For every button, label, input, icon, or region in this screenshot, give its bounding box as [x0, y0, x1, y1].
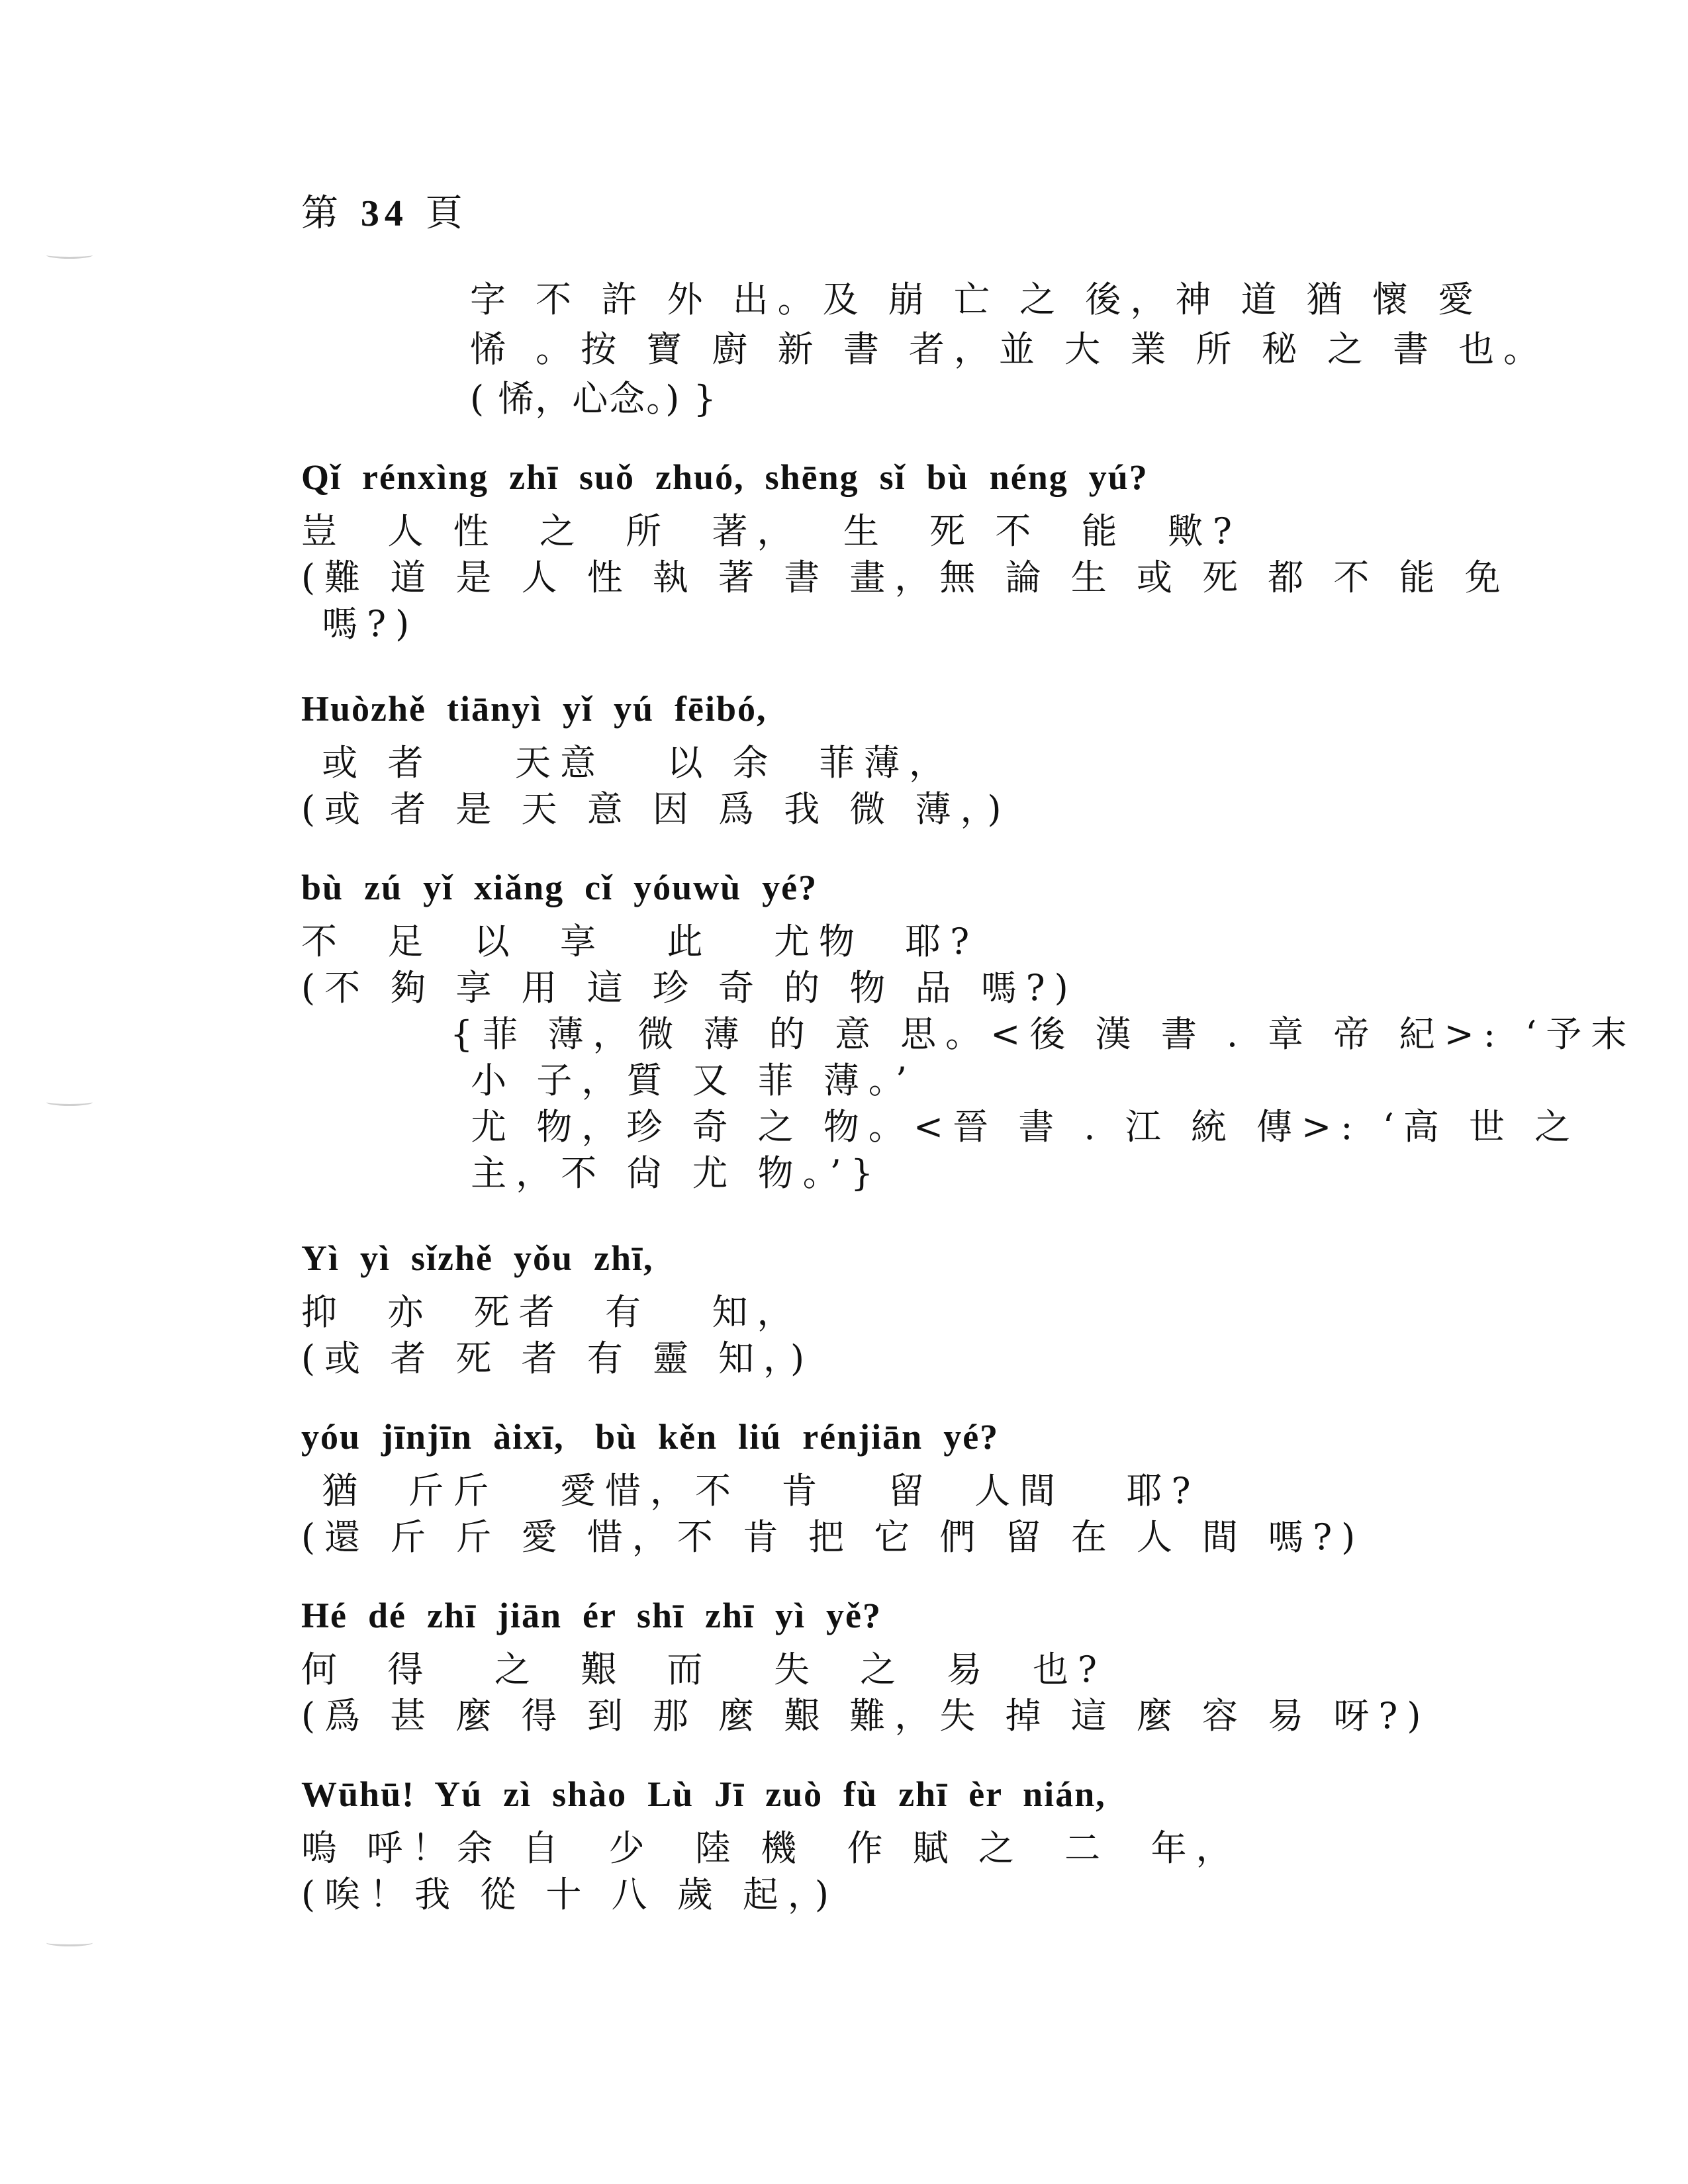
gloss-line: (難 道 是 人 性 執 著 書 畫，無 論 生 或 死 都 不 能 免 — [301, 557, 1510, 598]
pinyin-line: Yì yì sǐzhě yǒu zhī, — [301, 1238, 654, 1278]
hanzi-line: 抑 亦 死者 有 知， — [301, 1291, 802, 1333]
hanzi-line: 嗚 呼！余 自 少 陸 機 作 賦 之 二 年， — [301, 1827, 1241, 1869]
gloss-line: 嗎?) — [301, 603, 419, 645]
header-prefix: 第 — [301, 192, 344, 235]
pinyin-line: bù zú yǐ xiǎng cǐ yóuwù yé? — [301, 868, 818, 907]
intro-line: 字 不 許 外 出。及 崩 亡 之 後，神 道 猶 懷 愛 — [470, 279, 1483, 320]
annotation-line: 主，不 尙 尤 物。’} — [450, 1152, 883, 1194]
gloss-line: (還 斤 斤 愛 惜，不 肯 把 它 們 留 在 人 間 嗎?) — [301, 1516, 1365, 1558]
hanzi-line: 或 者 天意 以 余 菲薄， — [301, 742, 954, 784]
gloss-line: (或 者 是 天 意 因 爲 我 微 薄，) — [301, 788, 1011, 830]
punch-hole-mark — [46, 1939, 93, 1946]
annotation-line: {菲 薄，微 薄 的 意 思。<後 漢 書 . 章 帝 紀>: ‘予末 — [450, 1013, 1636, 1055]
annotation-line: 小 子，質 又 菲 薄。’ — [450, 1060, 916, 1101]
hanzi-line: 豈 人 性 之 所 著， 生 死 不 能 歟? — [301, 510, 1241, 552]
header-page-number: 34 — [360, 193, 408, 234]
intro-line: 悕 。按 寶 廚 新 書 者，並 大 業 所 秘 之 書 也。 — [470, 328, 1549, 370]
hanzi-line: 何 得 之 艱 而 失 之 易 也? — [301, 1649, 1106, 1690]
intro-line: ( 悕，心念。) } — [470, 378, 718, 420]
page-number-header — [301, 184, 468, 237]
gloss-line: (或 者 死 者 有 靈 知，) — [301, 1338, 814, 1379]
annotation-line: 尤 物，珍 奇 之 物。<晉 書 . 江 統 傳>: ‘高 世 之 — [450, 1106, 1580, 1148]
hanzi-line: 不 足 以 享 此 尤物 耶? — [301, 921, 979, 962]
pinyin-line: Hé dé zhī jiān ér shī zhī yì yě? — [301, 1596, 882, 1635]
pinyin-line: Qǐ rénxìng zhī suǒ zhuó, shēng sǐ bù néng yú? — [301, 457, 1149, 497]
gloss-line: (爲 甚 麼 得 到 那 麼 艱 難，失 掉 這 麼 容 易 呀?) — [301, 1695, 1430, 1737]
punch-hole-mark — [46, 1099, 93, 1106]
gloss-line: (不 夠 享 用 這 珍 奇 的 物 品 嗎?) — [301, 967, 1078, 1009]
header-suffix: 頁 — [425, 192, 468, 235]
pinyin-line: Wūhū! Yú zì shào Lù Jī zuò fù zhī èr nián, — [301, 1774, 1106, 1814]
pinyin-line: Huòzhě tiānyì yǐ yú fēibó, — [301, 689, 767, 729]
pinyin-line: yóu jīnjīn àixī, bù kěn liú rénjiān yé? — [301, 1417, 1000, 1457]
punch-hole-mark — [46, 251, 93, 259]
hanzi-line: 猶 斤斤 愛惜，不 肯 留 人間 耶? — [301, 1470, 1200, 1512]
gloss-line: (唉！我 從 十 八 歲 起，) — [301, 1874, 838, 1915]
